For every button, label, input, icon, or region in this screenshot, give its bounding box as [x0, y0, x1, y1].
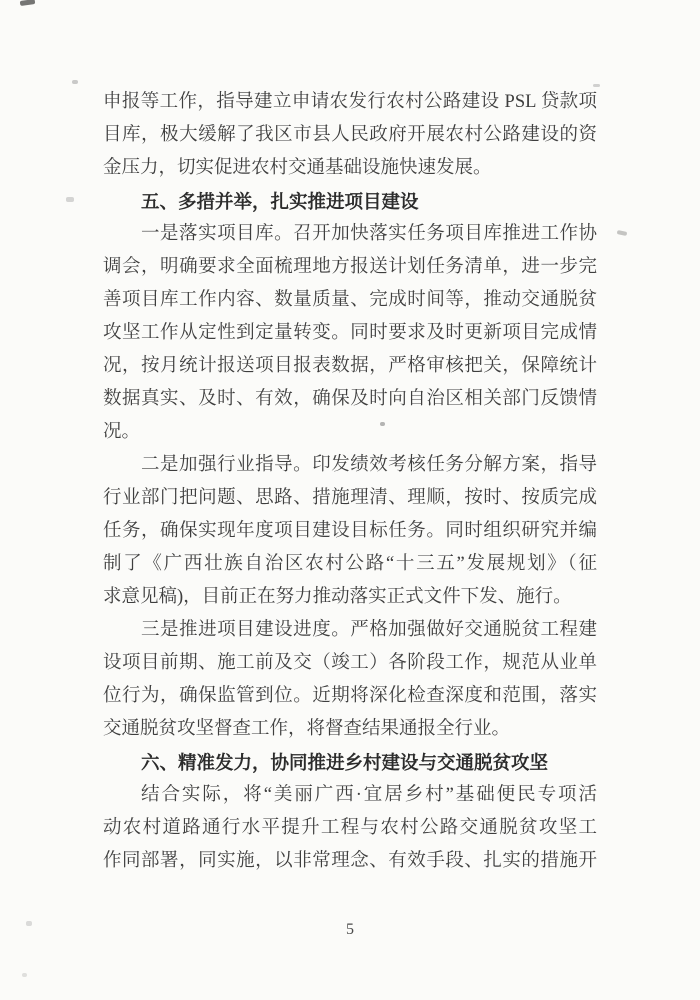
body-line: 善项目库工作内容、数量质量、完成时间等，推动交通脱贫	[103, 290, 597, 310]
body-line: 结合实际，将“美丽广西·宜居乡村”基础便民专项活	[141, 785, 597, 805]
body-line: 调会，明确要求全面梳理地方报送计划任务清单，进一步完	[103, 257, 597, 277]
body-line: 作同部署，同实施，以非常理念、有效手段、扎实的措施开	[103, 851, 597, 871]
page-number: 5	[346, 921, 354, 938]
body-line: 制了《广西壮族自治区农村公路“十三五”发展规划》（征	[103, 554, 597, 574]
body-line: 三是推进项目建设进度。严格加强做好交通脱贫工程建	[141, 620, 597, 640]
body-line: 求意见稿)，目前正在努力推动落实正式文件下发、施行。	[103, 587, 572, 607]
body-line: 二是加强行业指导。印发绩效考核任务分解方案，指导	[141, 455, 597, 475]
body-line: 攻坚工作从定性到定量转变。同时要求及时更新项目完成情	[103, 323, 597, 343]
body-line: 交通脱贫攻坚督查工作，将督查结果通报全行业。	[103, 719, 511, 739]
body-line: 一是落实项目库。召开加快落实任务项目库推进工作协	[141, 224, 597, 244]
body-line: 况。	[103, 422, 141, 442]
body-line: 目库，极大缓解了我区市县人民政府开展农村公路建设的资	[103, 125, 597, 145]
body-line: 行业部门把问题、思路、措施理清、理顺，按时、按质完成	[103, 488, 597, 508]
scan-speck	[617, 230, 628, 236]
body-line: 申报等工作，指导建立申请农发行农村公路建设 PSL 贷款项	[103, 92, 597, 112]
body-line: 设项目前期、施工前及交（竣工）各阶段工作，规范从业单	[103, 653, 597, 673]
body-line: 动农村道路通行水平提升工程与农村公路交通脱贫攻坚工	[103, 818, 597, 838]
scan-speck	[20, 0, 36, 6]
scan-speck	[22, 973, 27, 977]
scan-speck	[72, 80, 78, 84]
body-line: 数据真实、及时、有效，确保及时向自治区相关部门反馈情	[103, 389, 597, 409]
body-line: 金压力，切实促进农村交通基础设施快速发展。	[103, 158, 492, 178]
document-body	[103, 86, 597, 878]
body-line: 任务，确保实现年度项目建设目标任务。同时组织研究并编	[103, 521, 597, 541]
body-line: 况，按月统计报送项目报表数据，严格审核把关，保障统计	[103, 356, 597, 376]
body-line: 位行为，确保监管到位。近期将深化检查深度和范围，落实	[103, 686, 597, 706]
scan-speck	[66, 197, 74, 202]
section-heading: 六、精准发力，协同推进乡村建设与交通脱贫攻坚	[141, 752, 549, 773]
section-heading: 五、多措并举，扎实推进项目建设	[141, 191, 419, 212]
